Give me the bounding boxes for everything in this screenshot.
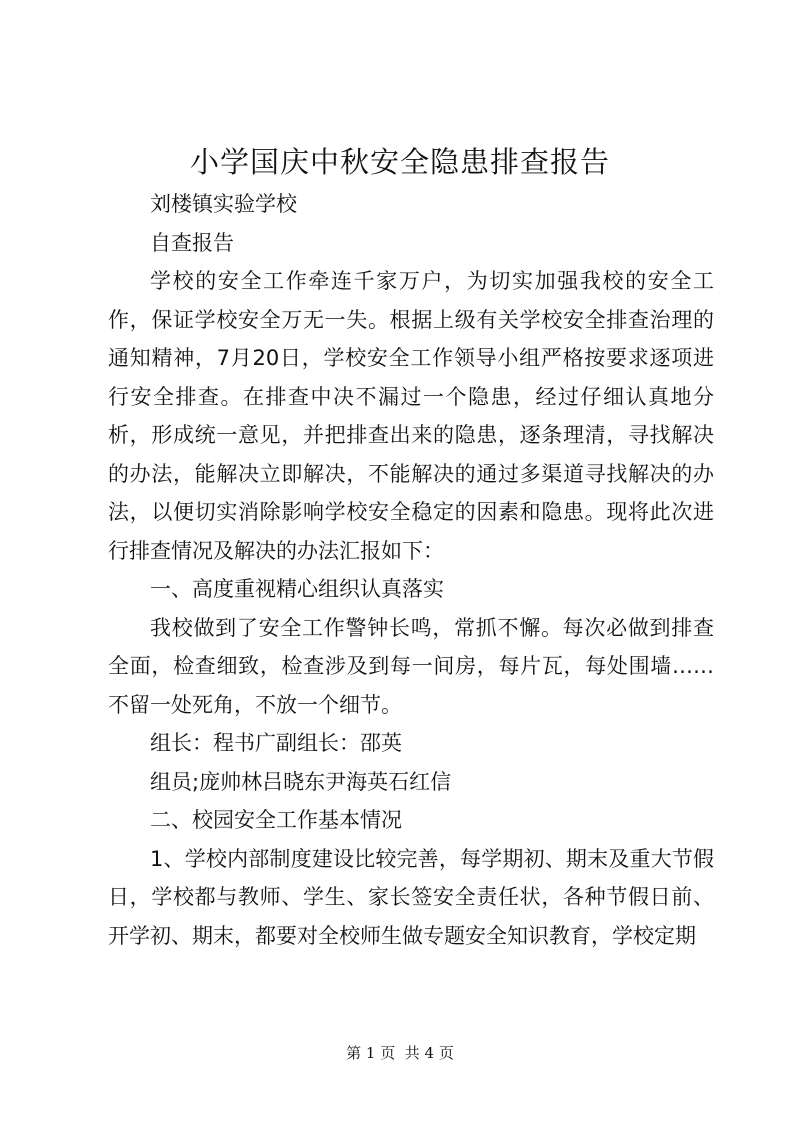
report-type: 自查报告 [150,230,234,255]
section-heading-1: 一、高度重视精心组织认真落实 [150,577,444,601]
intro-paragraph: 学校的安全工作牵连千家万户，为切实加强我校的安全工作，保证学校安全万无一失。根据上级有关学校安全排查治理的通知精神，7月20日，学校安全工作领导小组严格按要求逐项进行安全排查。在排查中决不漏过一个隐患，经过仔细认真地分析，形成统一意见，并把排查出来的隐患，逐条理清，寻找解决的办法，能解决立即解决，不能解决的通过多渠道寻找解决的办法，以便切实消除影响学校安全稳定的因素和隐患。现将此次进行排查情况及解决的办法汇报如下： [108,269,714,563]
team-leaders: 组长：程书广副组长：邵英 [150,731,402,755]
section-heading-2: 二、校园安全工作基本情况 [150,808,402,832]
team-members: 组员;庞帅林吕晓东尹海英石红信 [150,769,452,794]
page-footer [0,1043,800,1063]
document-body [108,185,714,955]
page-number: 第 1 页 共 4 页 [346,1044,454,1062]
section-2-paragraph: 1、学校内部制度建设比较完善，每学期初、期末及重大节假日，学校都与教师、学生、家长签安全责任状，各种节假日前、开学初、期末，都要对全校师生做专题安全知识教育，学校定期 [108,846,714,948]
section-1-paragraph: 我校做到了安全工作警钟长鸣，常抓不懈。每次必做到排查全面，检查细致，检查涉及到每一间房，每片瓦，每处围墙……不留一处死角，不放一个细节。 [108,615,714,717]
school-name: 刘楼镇实验学校 [150,192,297,216]
document-title: 小学国庆中秋安全隐患排查报告 [189,145,610,179]
